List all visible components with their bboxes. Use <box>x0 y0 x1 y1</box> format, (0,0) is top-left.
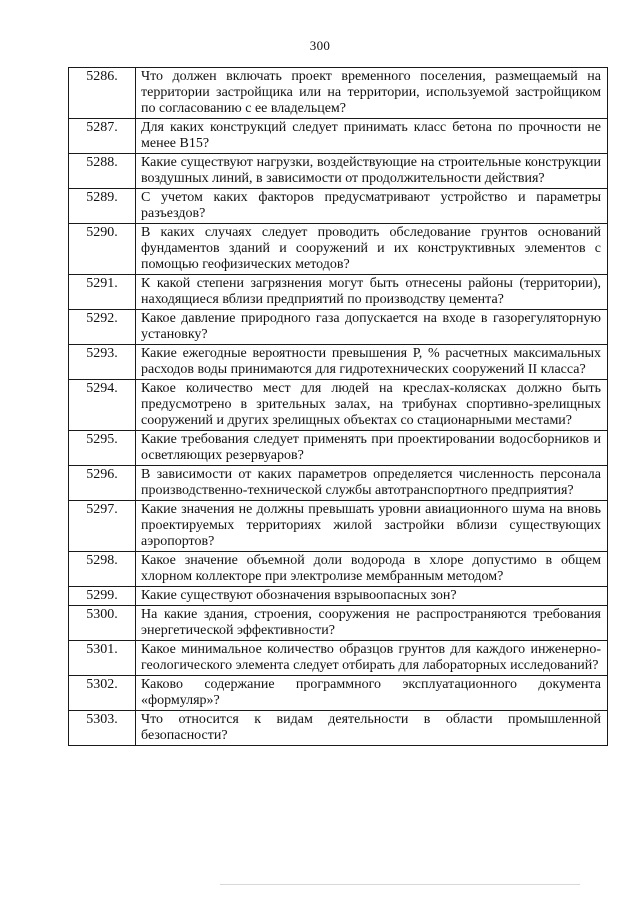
question-number: 5299. <box>69 587 136 606</box>
question-row <box>69 68 608 119</box>
question-row <box>69 431 608 466</box>
question-text: Каково содержание программного эксплуатационного документа «формуляр»? <box>136 676 608 711</box>
question-number: 5298. <box>69 552 136 587</box>
question-number: 5303. <box>69 711 136 746</box>
question-row <box>69 587 608 606</box>
question-number: 5293. <box>69 345 136 380</box>
question-text: Какое значение объемной доли водорода в хлоре допустимо в общем хлорном коллекторе при электролизе мембранным методом? <box>136 552 608 587</box>
question-text: Для каких конструкций следует принимать класс бетона по прочности не менее В15? <box>136 119 608 154</box>
page-number: 300 <box>309 38 331 53</box>
scan-artifact-line <box>220 884 580 885</box>
question-text: К какой степени загрязнения могут быть отнесены районы (территории), находящиеся вблизи предприятий по производству цемента? <box>136 275 608 310</box>
question-text: Какое минимальное количество образцов грунтов для каждого инженерно-геологического элемента следует отбирать для лабораторных исследований? <box>136 641 608 676</box>
question-row <box>69 189 608 224</box>
question-number: 5294. <box>69 380 136 431</box>
questions-table <box>68 67 608 746</box>
question-number: 5295. <box>69 431 136 466</box>
question-number: 5302. <box>69 676 136 711</box>
question-number: 5288. <box>69 154 136 189</box>
question-row <box>69 711 608 746</box>
question-number: 5296. <box>69 466 136 501</box>
question-text: Какие значения не должны превышать уровни авиационного шума на вновь проектируемых территориях жилой застройки вблизи существующих аэропортов? <box>136 501 608 552</box>
question-row <box>69 676 608 711</box>
question-text: Что должен включать проект временного поселения, размещаемый на территории застройщика или на территории, используемой застройщиком по согласованию с ее владельцем? <box>136 68 608 119</box>
question-row <box>69 275 608 310</box>
question-text: В зависимости от каких параметров определяется численность персонала производственно-технической службы автотранспортного предприятия? <box>136 466 608 501</box>
question-text: Какие существуют нагрузки, воздействующие на строительные конструкции воздушных линий, в зависимости от продолжительности действия? <box>136 154 608 189</box>
question-text: С учетом каких факторов предусматривают устройство и параметры разъездов? <box>136 189 608 224</box>
question-row <box>69 501 608 552</box>
question-row <box>69 380 608 431</box>
question-row <box>69 345 608 380</box>
question-text: Какое количество мест для людей на креслах-колясках должно быть предусмотрено в зрительных залах, на трибунах спортивно-зрелищных сооружений и других зрелищных объектах со стационарными местами? <box>136 380 608 431</box>
question-row <box>69 606 608 641</box>
question-number: 5290. <box>69 224 136 275</box>
question-text: На какие здания, строения, сооружения не распространяются требования энергетической эффективности? <box>136 606 608 641</box>
question-number: 5297. <box>69 501 136 552</box>
question-number: 5300. <box>69 606 136 641</box>
questions-table-body <box>69 68 608 746</box>
question-number: 5292. <box>69 310 136 345</box>
question-text: В каких случаях следует проводить обследование грунтов оснований фундаментов зданий и сооружений и их конструктивных элементов с помощью геофизических методов? <box>136 224 608 275</box>
question-row <box>69 641 608 676</box>
question-number: 5286. <box>69 68 136 119</box>
question-row <box>69 119 608 154</box>
question-row <box>69 310 608 345</box>
question-number: 5289. <box>69 189 136 224</box>
question-number: 5291. <box>69 275 136 310</box>
question-text: Что относится к видам деятельности в области промышленной безопасности? <box>136 711 608 746</box>
question-number: 5287. <box>69 119 136 154</box>
question-row <box>69 552 608 587</box>
question-row <box>69 154 608 189</box>
question-text: Какие существуют обозначения взрывоопасных зон? <box>136 587 608 606</box>
question-row <box>69 224 608 275</box>
question-text: Какие ежегодные вероятности превышения Р, % расчетных максимальных расходов воды принимаются для гидротехнических сооружений II класса? <box>136 345 608 380</box>
question-row <box>69 466 608 501</box>
question-text: Какие требования следует применять при проектировании водосборников и осветляющих резервуаров? <box>136 431 608 466</box>
question-number: 5301. <box>69 641 136 676</box>
question-text: Какое давление природного газа допускается на входе в газорегуляторную установку? <box>136 310 608 345</box>
